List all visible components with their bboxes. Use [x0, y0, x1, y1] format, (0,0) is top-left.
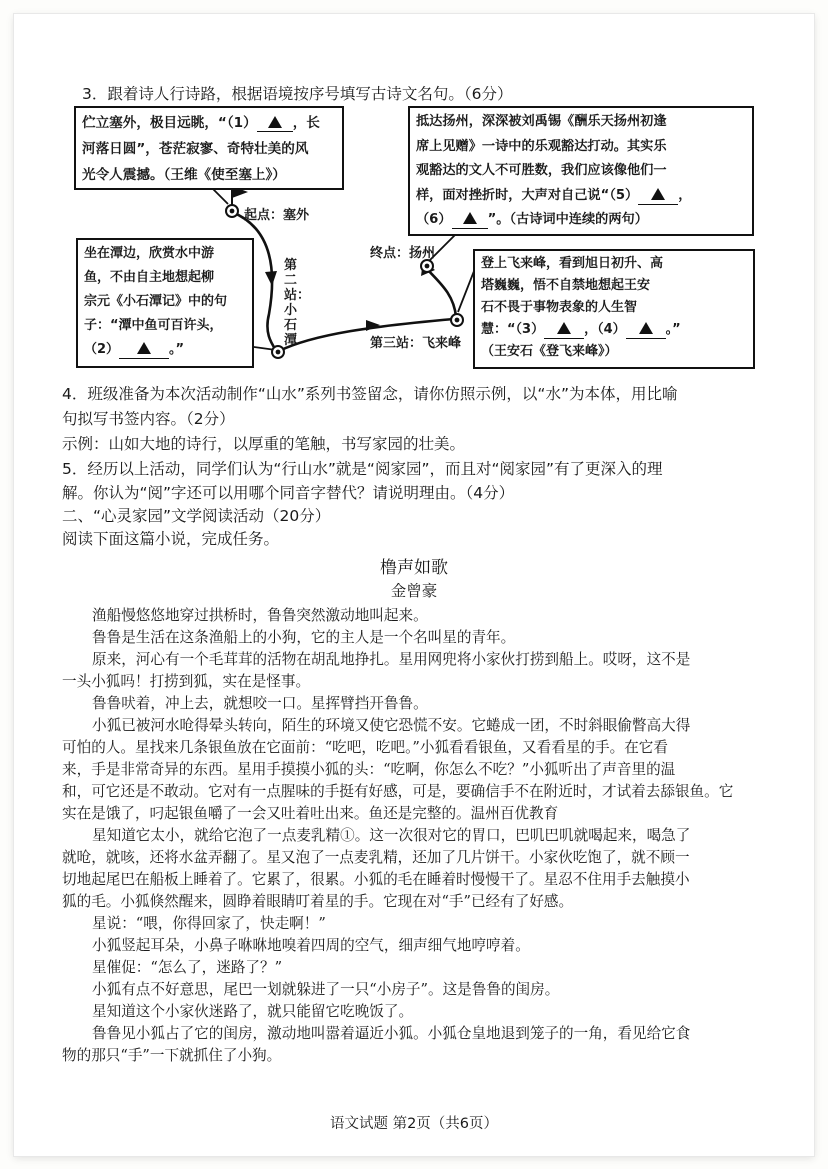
story-line: 鲁鲁见小狐占了它的闺房，激动地叫嚣着逼近小狐。小狐仓皇地退到笼子的一角，看见给它食: [92, 1025, 691, 1042]
station2-marker-icon: [272, 346, 284, 358]
story-line: 星知道这个小家伙迷路了，就只能留它吃晚饭了。: [92, 1003, 414, 1020]
story-line: 星说：“喂，你得回家了，快走啊！”: [92, 915, 326, 932]
story-line: 原来，河心有一个毛茸茸的活物在胡乱地挣扎。星用网兜将小家伙打捞到船上。哎呀，这不是: [92, 651, 691, 668]
question-3-title: 3．跟着诗人行诗路，根据语境按序号填写古诗文名句。（6分）: [82, 85, 513, 103]
story-line: 和，可它还是不敢动。它对有一点腥味的手挺有好感，可是，要确信手不在附近时，才试着去舔银鱼。它: [62, 783, 734, 800]
triangle-icon: [463, 212, 477, 224]
story-line: 实在是饿了，叼起银鱼嚼了一会又吐着吐出来。鱼还是完整的。温州百优教育: [62, 805, 559, 822]
blank-1[interactable]: [257, 115, 293, 132]
story-line: 狐的毛。小狐倏然醒来，圆睁着眼睛叮着星的手。它现在对“手”已经有了好感。: [62, 893, 574, 910]
question-5-line-1: 5．经历以上活动，同学们认为“行山水”就是“阅家园”，而且对“阅家园”有了更深入的理: [62, 460, 663, 478]
box-start: 伫立塞外，极目远眺，“（1） ，长 河落日圆”，苍茫寂寥、奇特壮美的风 光令人震撼。（王维《使至塞上》）: [74, 106, 344, 190]
story-title: 橹声如歌: [380, 558, 448, 578]
question-4-example: 示例：山如大地的诗行，以厚重的笔触，书写家园的壮美。: [62, 435, 466, 453]
end-label: 终点：扬州: [370, 246, 436, 261]
story-author: 金曾豪: [390, 582, 438, 600]
question-4-line-1: 4．班级准备为本次活动制作“山水”系列书签留念，请你仿照示例，以“水”为本体，用比喻: [62, 385, 678, 403]
story-line: 切地起尾巴在船板上睡着了。它累了，很累。小狐的毛在睡着时慢慢干了。星忍不住用手去触摸小: [62, 871, 690, 888]
story-line: 可怕的人。星找来几条银鱼放在它面前：“吃吧，吃吧。”小狐看看银鱼，又看看星的手。在它看: [62, 739, 668, 756]
triangle-icon: [651, 188, 665, 200]
route-arrow-2: [366, 320, 380, 331]
exam-page: [14, 14, 814, 1156]
triangle-icon: [557, 322, 571, 334]
story-line: 小狐有点不好意思，尾巴一划就躲进了一只“小房子”。这是鲁鲁的闺房。: [92, 981, 560, 998]
story-line: 渔船慢悠悠地穿过拱桥时，鲁鲁突然激动地叫起来。: [92, 607, 428, 624]
section-2-instruction: 阅读下面这篇小说，完成任务。: [62, 530, 280, 548]
page-footer: 语文试题 第2页（共6页）: [329, 1116, 499, 1132]
question-5-line-2: 解。你认为“阅”字还可以用哪个同音字替代？请说明理由。（4分）: [62, 484, 515, 502]
section-2-heading: 二、“心灵家园”文学阅读活动（20分）: [62, 507, 331, 525]
story-line: 一头小狐吗！打捞到狐，实在是怪事。: [62, 673, 311, 690]
story-line: 物的那只“手”一下就抓住了小狗。: [62, 1047, 282, 1064]
story-line: 星催促：“怎么了，迷路了？”: [92, 959, 283, 976]
question-4-line-2: 句拟写书签内容。（2分）: [62, 410, 235, 428]
start-marker-icon: [226, 205, 238, 217]
end-marker-icon: [421, 260, 433, 272]
box-station3: 登上飞来峰，看到旭日初升、高 塔巍巍，悟不自禁地想起王安 石不畏于事物表象的人生智 慧：“（3） ，（4） 。” （王安石《登飞来峰》）: [473, 249, 755, 369]
story-line: 小狐竖起耳朵，小鼻子咻咻地嗅着四周的空气，细声细气地哼哼着。: [92, 937, 530, 954]
station3-marker-icon: [451, 314, 463, 326]
story-line: 小狐已被河水呛得晕头转向，陌生的环境又使它恐慌不安。它蜷成一团，不时斜眼偷瞥高大得: [92, 717, 691, 734]
story-line: 星知道它太小，就给它泡了一点麦乳精①。这一次很对它的胃口，巴叽巴叽就喝起来，喝急了: [92, 827, 691, 844]
story-line: 鲁鲁吠着，冲上去，就想咬一口。星挥臂挡开鲁鲁。: [92, 695, 428, 712]
triangle-icon: [268, 116, 282, 128]
start-label: 起点：塞外: [244, 208, 310, 223]
story-line: 就呛，就咳，还将水盆弄翻了。星又泡了一点麦乳精，还加了几片饼干。小家伙吃饱了，就不顾一: [62, 849, 690, 866]
blank-3[interactable]: [544, 322, 584, 339]
route-arrow-1: [265, 271, 277, 286]
story-line: 来，手是非常奇异的东西。星用手摸摸小狐的头：“吃啊，你怎么不吃？”小狐听出了声音里的温: [62, 761, 676, 778]
blank-6[interactable]: [452, 212, 488, 229]
story-line: 鲁鲁是生活在这条渔船上的小狗，它的主人是一个名叫星的青年。: [92, 629, 516, 646]
box-station2: 坐在潭边，欣赏水中游 鱼，不由自主地想起柳 宗元《小石潭记》中的句 子：“潭中鱼可百许头， （2） 。”: [76, 238, 254, 368]
station3-label: 第三站：飞来峰: [370, 336, 462, 351]
triangle-icon: [639, 322, 653, 334]
triangle-icon: [137, 342, 151, 354]
box-end: 抵达扬州，深深被刘禹锡《酬乐天扬州初逢 席上见赠》一诗中的乐观豁达打动。其实乐 观豁达的文人不可胜数，我们应该像他们一 样，面对挫折时，大声对自己说“（5） ， （6） ”。（古诗词中连续的两句）: [408, 106, 754, 236]
station2-label: 第二站：小石潭: [284, 258, 311, 348]
route-path-3: [426, 268, 456, 317]
blank-5[interactable]: [638, 188, 678, 205]
blank-4[interactable]: [626, 322, 666, 339]
blank-2[interactable]: [119, 342, 169, 359]
story-body: [62, 605, 772, 1067]
